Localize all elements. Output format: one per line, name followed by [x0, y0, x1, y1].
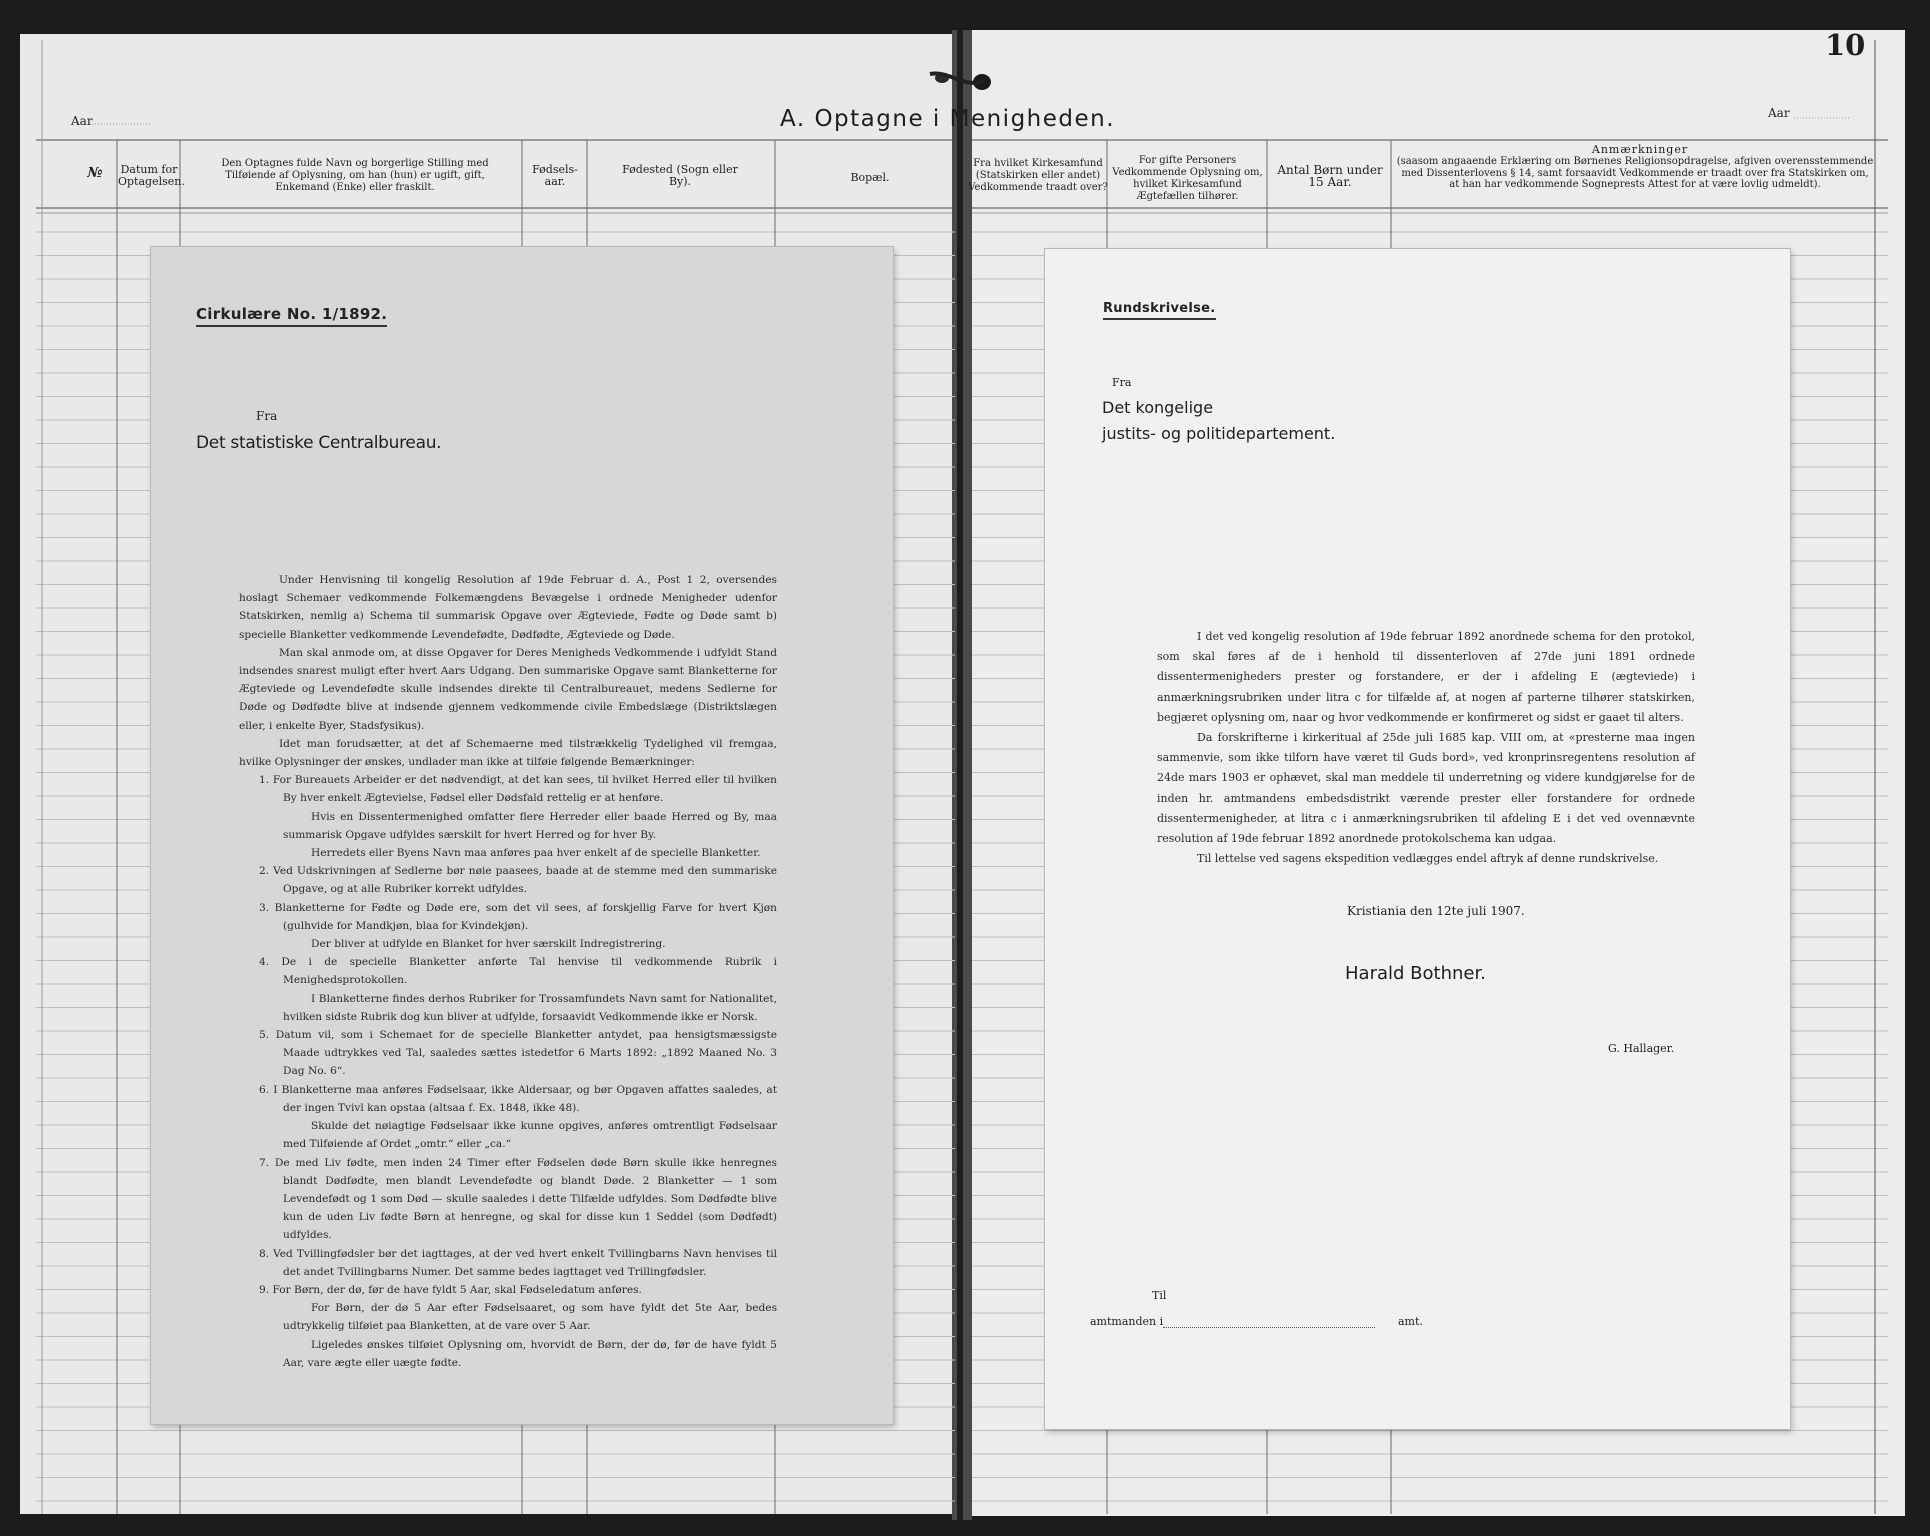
- circular-sheet-left: [151, 247, 893, 1424]
- aar-label-right: Aar: [1768, 106, 1790, 120]
- col-header-anm: (saasom angaaende Erklæring om Børnenes Religionsopdragelse, afgiven overensstemmende med Dissenterlovens § 14, samt forsaavidt Vedkommende er traadt over fra Statskirken om, at han har vedkommende Sogneprests Attest for at være lovlig udmeldt).: [1396, 156, 1874, 190]
- col-header-fodselsaar: Fødsels-aar.: [532, 163, 578, 188]
- amt-blank-line: [1163, 1327, 1375, 1328]
- left-circular-paragraph: 3. Blanketterne for Fødte og Døde ere, som det vil sees, af forskjellig Farve for hvert Kjøn (gulhvide for Mandkjøn, blaa for Kvindekjøn).: [259, 901, 777, 932]
- amt-label: amt.: [1398, 1315, 1423, 1328]
- col-header-navn: Den Optagnes fulde Navn og borgerlige Stilling med Tilføiende af Oplysning, om han (hun) er ugift, gift, Enkemand (Enke) eller fraskilt.: [221, 158, 489, 193]
- col-header-born: Antal Børn under 15 Aar.: [1277, 163, 1383, 189]
- right-sender-line1: Det kongelige: [1102, 398, 1214, 417]
- left-from-label: Fra: [256, 409, 278, 423]
- col-header-datum: Datum for Optagelsen.: [118, 163, 185, 188]
- left-circular-paragraph: Ligeledes ønskes tilføiet Oplysning om, hvorvidt de Børn, der dø, før de have fyldt 5 Aar, vare ægte eller uægte fødte.: [283, 1338, 777, 1369]
- left-circular-paragraph: 1. For Bureauets Arbeider er det nødvendigt, at det kan sees, til hvilket Herred eller til hvilken By hver enkelt Ægtevielse, Fødsel eller Dødsfald rettelig er at henføre.: [259, 774, 777, 805]
- circular-sheet-right: [1045, 249, 1790, 1429]
- amtmanden-label: amtmanden i: [1090, 1315, 1164, 1328]
- left-circular-paragraph: Idet man forudsætter, at det af Schemaerne med tilstrækkelig Tydelighed vil fremgaa, hvilke Oplysninger der ønskes, undlader man ikke at tilføie følgende Bemærkninger:: [239, 737, 777, 769]
- left-circular-heading: Cirkulære No. 1/1892.: [196, 305, 387, 327]
- left-sender: Det statistiske Centralbureau.: [196, 433, 442, 453]
- left-circular-paragraph: 9. For Børn, der dø, før de have fyldt 5 Aar, skal Fødseledatum anføres.: [259, 1283, 642, 1296]
- left-circular-paragraph: Skulde det nøiagtige Fødselsaar ikke kunne opgives, anføres omtrentligt Fødselsaar med Tilføiende af Ordet „omtr.“ eller „ca.“: [283, 1120, 777, 1151]
- right-circular-paragraph: Til lettelse ved sagens ekspedition vedlægges endel aftryk af denne rundskrivelse.: [1197, 852, 1659, 866]
- right-circular-heading: Rundskrivelse.: [1103, 301, 1216, 320]
- right-sender-line2: justits- og politidepartement.: [1102, 424, 1336, 443]
- til-label: Til: [1152, 1289, 1167, 1302]
- right-circular-paragraph: Da forskrifterne i kirkeritual af 25de juli 1685 kap. VIII om, at «presterne maa ingen sammenvie, som ikke tilforn have været til Guds bord», ved kronprinsregentens resolution af 24de mars 1903 er ophævet, skal man meddele til underretning og videre kundgjørelse for de inden hr. amtmandens embedsdistrikt værende prester eller forstandere for ordnede dissentermenigheder, at litra c i anmærkningsrubriken til afdeling E i det ved ovennævnte resolution af 19de februar 1892 anordnede protokolschema kan udgaa.: [1157, 731, 1695, 846]
- left-circular-paragraph: 7. De med Liv fødte, men inden 24 Timer efter Fødselen døde Børn skulle ikke henregnes blandt Dødfødte, men blandt Levendefødte og blandt Døde. 2 Blanketter — 1 som Levendefødt og 1 som Død — skulle saaledes i dette Tilfælde udfyldes. Som Dødfødte blive kun de uden Liv fødte Børn at henregne, og skal for disse kun 1 Seddel (som Dødfødt) udfyldes.: [259, 1156, 777, 1242]
- left-circular-body: [239, 571, 777, 1372]
- left-circular-paragraph: Herredets eller Byens Navn maa anføres paa hver enkelt af de specielle Blanketter.: [311, 847, 761, 860]
- page-title: A. Optagne i Menigheden.: [780, 106, 1116, 132]
- left-circular-paragraph: 6. I Blanketterne maa anføres Fødselsaar, ikke Aldersaar, og bør Opgaven affattes saaledes, at der ingen Tvivl kan opstaa (altsaa f. Ex. 1848, ikke 48).: [259, 1083, 777, 1114]
- aar-label-left: Aar: [71, 114, 93, 128]
- col-header-fodested: Fødested (Sogn eller By).: [622, 163, 738, 188]
- col-header-anm-title: Anmærkninger: [1591, 143, 1689, 156]
- right-circular-paragraph: I det ved kongelig resolution af 19de februar 1892 anordnede schema for den protokol, som skal føres af de i henhold til dissenterloven af 27de juni 1891 ordnede dissentermenigheders prester og forstandere, er der i afdeling E (ægteviede) i anmærkningsrubriken under litra c for tilfælde af, at nogen af parterne tilhører statskirken, begjæret oplysning om, naar og hvor vedkommende er konfirmeret og sidst er gaaet til alters.: [1157, 630, 1695, 724]
- left-circular-paragraph: Under Henvisning til kongelig Resolution af 19de Februar d. A., Post 1 2, oversendes hoslagt Schemaer vedkommende Folkemængdens Bevægelse i ordnede Menigheder udenfor Statskirken, nemlig a) Schema til summarisk Opgave over Ægteviede, Fødte og Døde samt b) specielle Blanketter vedkommende Levendefødte, Dødfødte, Ægteviede og Døde.: [239, 574, 777, 641]
- left-circular-paragraph: Man skal anmode om, at disse Opgaver for Deres Menigheds Vedkommende i udfyldt Stand indsendes snarest muligt efter hvert Aars Udgang. Den summariske Opgave samt Blanketterne for Ægteviede og Levendefødte skulle indsendes direkte til Centralbureauet, medens Sedlerne for Døde og Dødfødte blive at indsende gjennem vedkommende civile Embedslæge (Distriktslægen eller, i enkelte Byer, Stadsfysikus).: [239, 646, 777, 732]
- col-header-kirkesamfund: Fra hvilket Kirkesamfund (Statskirken eller andet) Vedkommende traadt over?: [968, 158, 1108, 193]
- left-circular-paragraph: 5. Datum vil, som i Schemaet for de specielle Blanketter antydet, paa hensigtsmæssigste Maade udtrykkes ved Tal, saaledes sættes istedetfor 6 Marts 1892: „1892 Maaned No. 3 Dag No. 6“.: [259, 1029, 777, 1078]
- left-circular-paragraph: Der bliver at udfylde en Blanket for hver særskilt Indregistrering.: [311, 938, 666, 951]
- right-from-label: Fra: [1112, 376, 1132, 389]
- left-circular-paragraph: 4. De i de specielle Blanketter anførte Tal henvise til vedkommende Rubrik i Menighedsprotokollen.: [259, 956, 777, 987]
- left-circular-paragraph: For Børn, der dø 5 Aar efter Fødselsaaret, og som have fyldt det 5te Aar, bedes udtrykkelig tilføiet paa Blanketten, at de vare over 5 Aar.: [283, 1302, 777, 1333]
- left-circular-paragraph: Hvis en Dissentermenighed omfatter flere Herreder eller baade Herred og By, maa summarisk Opgave udfyldes særskilt for hvert Herred og for hver By.: [283, 810, 777, 841]
- col-header-nr: №: [87, 165, 103, 181]
- countersign: G. Hallager.: [1608, 1042, 1675, 1055]
- left-circular-paragraph: I Blanketterne findes derhos Rubriker for Trossamfundets Navn samt for Nationalitet, hvilken sidste Rubrik dog kun bliver at udfylde, forsaavidt Vedkommende ikke er Norsk.: [283, 992, 777, 1023]
- page-number: 10: [1825, 28, 1866, 62]
- right-circular-body: [1157, 627, 1695, 869]
- col-header-gifte: For gifte Personers Vedkommende Oplysning om, hvilket Kirkesamfund Ægtefællen tilhører.: [1112, 155, 1263, 202]
- left-circular-paragraph: 2. Ved Udskrivningen af Sedlerne bør nøie paasees, baade at de stemme med den summariske Opgave, og at alle Rubriker korrekt udfyldes.: [259, 865, 777, 896]
- left-circular-paragraph: 8. Ved Tvillingfødsler bør det iagttages, at der ved hvert enkelt Tvillingbarns Navn henvises til det andet Tvillingbarns Numer. Det samme bedes iagttaget ved Trillingfødsler.: [259, 1247, 777, 1278]
- signature: Harald Bothner.: [1345, 963, 1486, 984]
- col-header-bopael: Bopæl.: [850, 171, 890, 184]
- place-date: Kristiania den 12te juli 1907.: [1347, 904, 1525, 918]
